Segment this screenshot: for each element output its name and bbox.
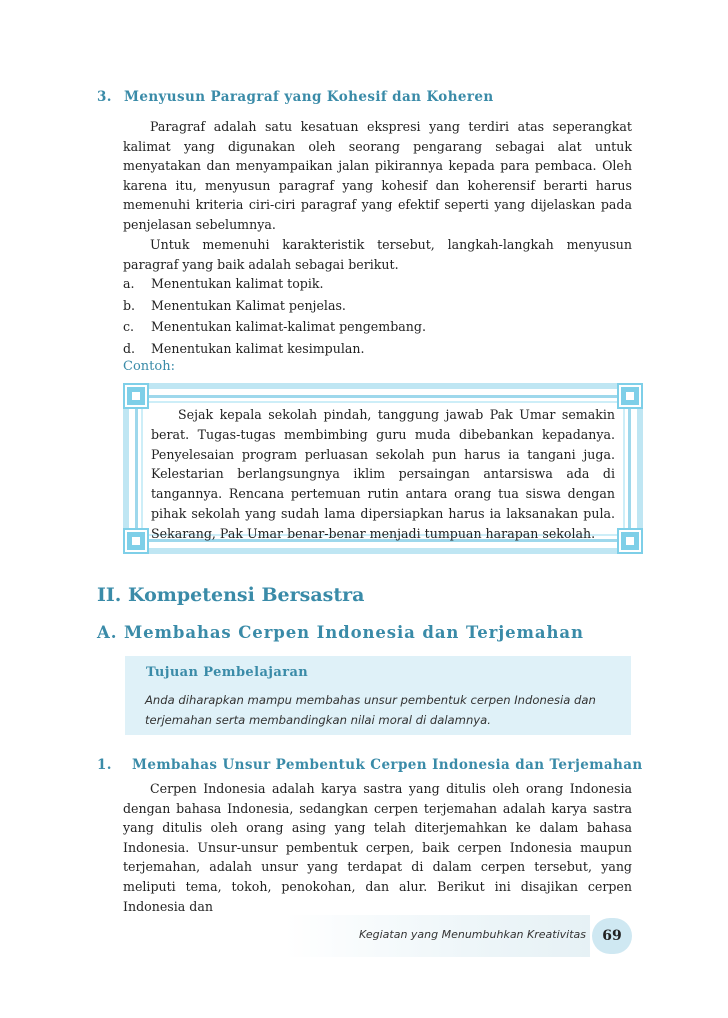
example-paragraph: Sejak kepala sekolah pindah, tanggung jawab Pak Umar semakin berat. Tugas-tugas membimbing guru muda dibebankan kepadanya. Penyelesaian program perluasan sekolah pun harus ia tangani juga. Kelestarian berlangsungnya iklim persaingan antarsiswa ada di tangannya. Rencana pertemuan rutin antara orang tua siswa dengan pihak sekolah yang sudah lama dipersiapkan harus ia laksanakan pula. Sekarang, Pak Umar benar-benar menjadi tumpuan harapan sekolah. xyxy=(151,407,615,541)
frame-corner-ornament xyxy=(619,530,641,552)
list-item xyxy=(123,295,632,317)
paragraph-steps-intro: Untuk memenuhi karakteristik tersebut, langkah-langkah menyusun paragraf yang baik adalah sebagai berikut. xyxy=(123,237,632,272)
frame-corner-ornament xyxy=(125,385,147,407)
section-1-number: 1. xyxy=(97,757,112,773)
list-item-label: a. xyxy=(123,276,135,291)
list-item-text: Menentukan kalimat kesimpulan. xyxy=(151,340,365,356)
running-title: Kegiatan yang Menumbuhkan Kreativitas xyxy=(359,928,586,941)
paragraph-definition: Paragraf adalah satu kesatuan ekspresi yang terdiri atas seperangkat kalimat yang digunakan oleh seorang pengarang sebagai alat untuk menyatakan dan menyampaikan jalan pikirannya kepada para pembaca. Oleh karena itu, menyusun paragraf yang kohesif dan koherensif berarti harus memenuhi kriteria ciri-ciri paragraf yang efektif seperti yang dijelaskan pada penjelasan sebelumnya. xyxy=(123,119,632,232)
list-item-text: Menentukan Kalimat penjelas. xyxy=(151,297,346,313)
section-1-title: Membahas Unsur Pembentuk Cerpen Indonesia dan Terjemahan xyxy=(132,757,643,773)
example-label: Contoh: xyxy=(123,359,175,374)
paragraph-cerpen: Cerpen Indonesia adalah karya sastra yang ditulis oleh orang Indonesia dengan bahasa Indonesia, sedangkan cerpen terjemahan adalah karya sastra yang ditulis oleh orang asing yang telah diterjemahkan ke dalam bahasa Indonesia. Unsur-unsur pembentuk cerpen, baik cerpen Indonesia maupun terjemahan, adalah unsur yang terdapat di dalam cerpen tersebut, yang meliputi tema, tokoh, penokohan, dan alur. Berikut ini disajikan cerpen Indonesia dan xyxy=(123,781,632,914)
steps-list xyxy=(123,273,632,359)
page-number: 69 xyxy=(592,918,632,954)
frame-corner-ornament xyxy=(619,385,641,407)
list-item-text: Menentukan kalimat topik. xyxy=(151,276,324,291)
list-item-label: c. xyxy=(123,319,135,335)
list-item xyxy=(123,273,632,295)
list-item xyxy=(123,316,632,338)
section-3-heading xyxy=(97,89,637,105)
learning-goal-title: Tujuan Pembelajaran xyxy=(146,665,309,680)
frame-corner-ornament xyxy=(125,530,147,552)
list-item-label: d. xyxy=(123,340,136,356)
subchapter-heading: A. Membahas Cerpen Indonesia dan Terjemahan xyxy=(97,623,584,642)
chapter-heading: II. Kompetensi Bersastra xyxy=(97,584,365,606)
learning-goal-box xyxy=(125,656,631,735)
learning-goal-text: Anda diharapkan mampu membahas unsur pembentuk cerpen Indonesia dan terjemahan serta membandingkan nilai moral di dalamnya. xyxy=(145,693,596,727)
list-item-label: b. xyxy=(123,297,136,313)
list-item xyxy=(123,338,632,360)
example-box xyxy=(123,383,643,554)
section-1-heading xyxy=(97,757,643,773)
list-item-text: Menentukan kalimat-kalimat pengembang. xyxy=(151,319,426,335)
section-3-title: Menyusun Paragraf yang Kohesif dan Koheren xyxy=(124,89,494,105)
section-3-number: 3. xyxy=(97,89,112,105)
